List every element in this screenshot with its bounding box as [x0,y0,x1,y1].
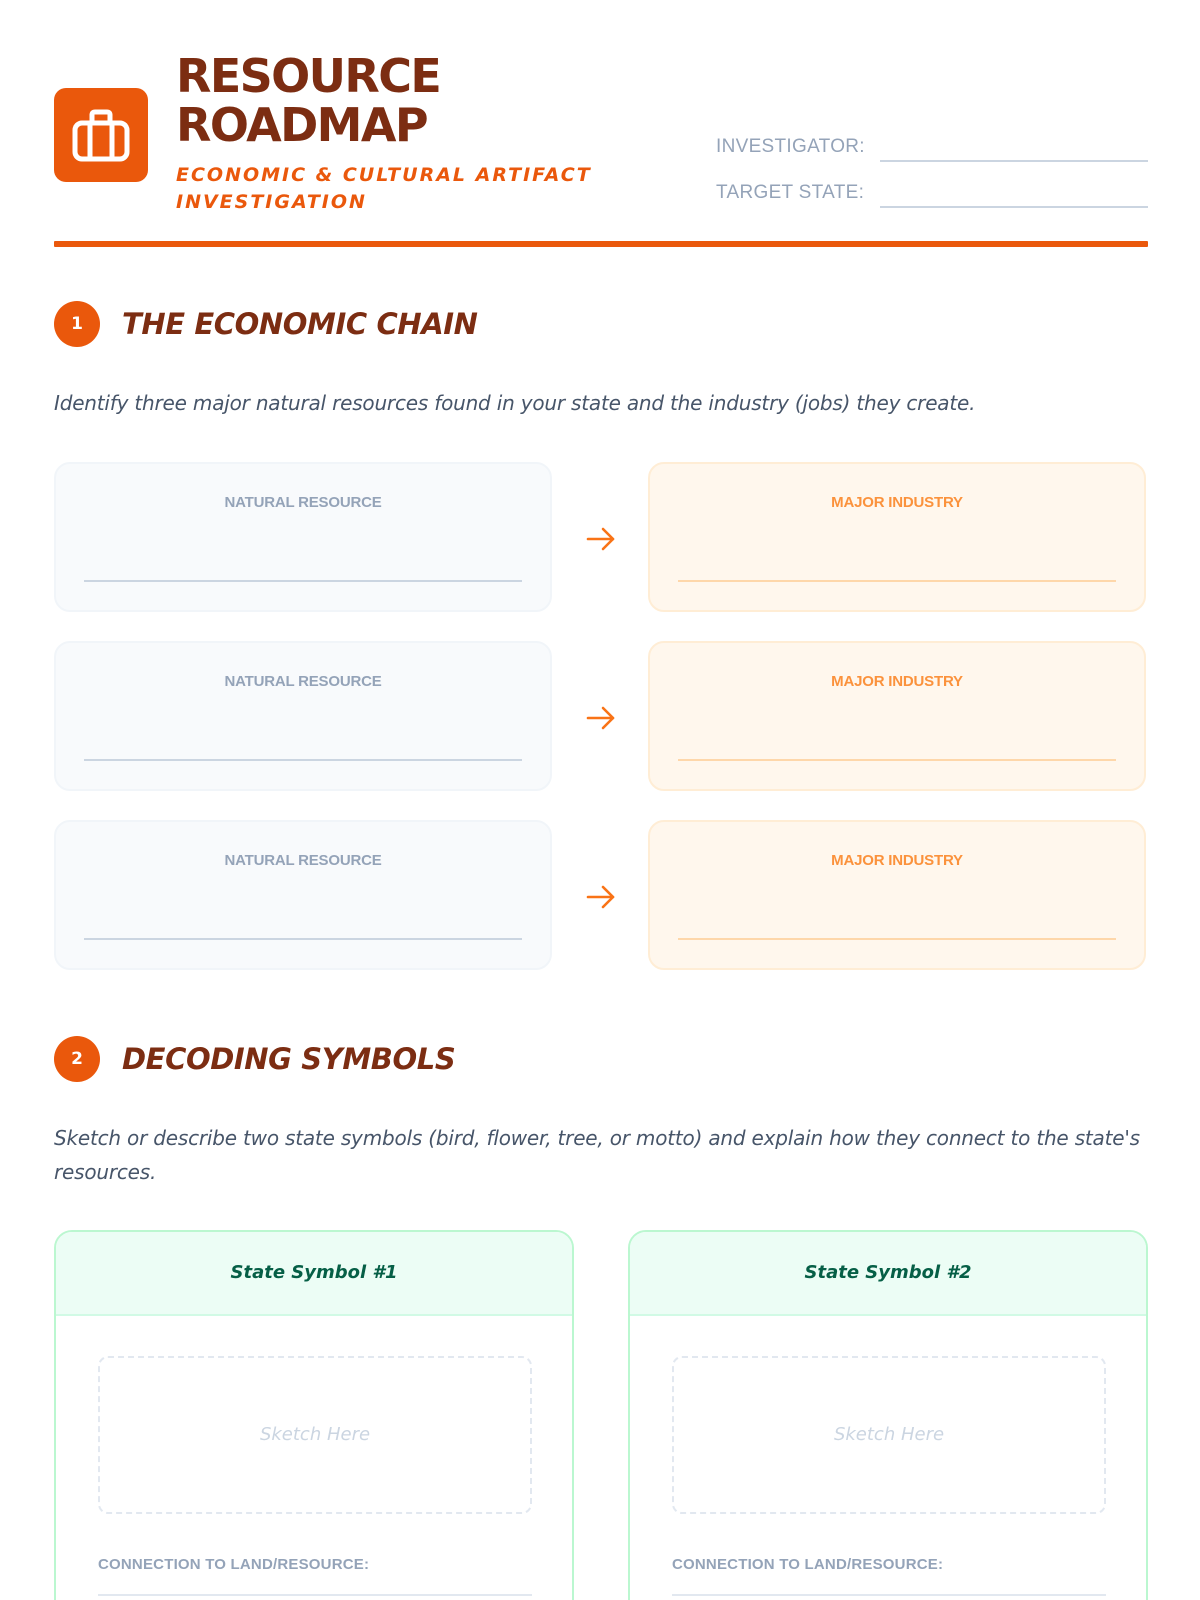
header-divider [54,241,1148,247]
major-industry-input-line[interactable] [678,580,1116,582]
target-state-label: TARGET STATE: [716,182,865,203]
major-industry-input-line[interactable] [678,938,1116,940]
major-industry-label: MAJOR INDUSTRY [831,852,963,869]
logo-badge [54,88,148,182]
natural-resource-label: NATURAL RESOURCE [224,852,382,869]
chain-row-2 [54,641,1148,791]
major-industry-card[interactable] [648,820,1146,970]
natural-resource-card[interactable] [54,820,552,970]
natural-resource-label: NATURAL RESOURCE [224,494,382,511]
major-industry-input-line[interactable] [678,759,1116,761]
arrow-right-icon [584,701,618,735]
connection-input-line[interactable] [98,1594,532,1596]
target-state-input-line[interactable] [880,206,1148,208]
state-symbol-card-1 [54,1230,574,1600]
investigator-field[interactable] [716,128,1148,162]
section-1-title: THE ECONOMIC CHAIN [122,307,478,341]
chain-row-3 [54,820,1148,970]
natural-resource-label: NATURAL RESOURCE [224,673,382,690]
major-industry-label: MAJOR INDUSTRY [831,673,963,690]
section-1-badge: 1 [54,301,100,347]
major-industry-card[interactable] [648,462,1146,612]
major-industry-label: MAJOR INDUSTRY [831,494,963,511]
investigator-input-line[interactable] [880,160,1148,162]
arrow-right-icon [584,880,618,914]
connection-label: CONNECTION TO LAND/RESOURCE: [672,1556,944,1573]
target-state-field[interactable] [716,174,1148,208]
chain-row-1 [54,462,1148,612]
investigator-label: INVESTIGATOR: [716,136,865,157]
worksheet-header [54,49,1148,248]
page-subtitle: ECONOMIC & CULTURAL ARTIFACT INVESTIGATION [176,164,592,213]
connection-input-line[interactable] [672,1594,1106,1596]
page-title [176,49,441,152]
section-2-badge: 2 [54,1036,100,1082]
sketch-area[interactable]: Sketch Here [98,1356,532,1514]
section-2-title: DECODING SYMBOLS [122,1042,456,1076]
section-1-description: Identify three major natural resources found in your state and the industry (jobs) they create. [54,391,976,415]
section-2-description: Sketch or describe two state symbols (bird, flower, tree, or motto) and explain how they connect to the state's resources. [54,1126,1140,1184]
natural-resource-card[interactable] [54,462,552,612]
title-line-2: ROADMAP [176,98,427,152]
major-industry-card[interactable] [648,641,1146,791]
natural-resource-input-line[interactable] [84,938,522,940]
briefcase-icon [69,103,133,167]
sketch-area[interactable]: Sketch Here [672,1356,1106,1514]
natural-resource-card[interactable] [54,641,552,791]
state-symbol-title: State Symbol #1 [56,1232,572,1316]
state-symbol-title: State Symbol #2 [630,1232,1146,1316]
state-symbol-card-2 [628,1230,1148,1600]
arrow-right-icon [584,522,618,556]
connection-label: CONNECTION TO LAND/RESOURCE: [98,1556,370,1573]
natural-resource-input-line[interactable] [84,580,522,582]
natural-resource-input-line[interactable] [84,759,522,761]
title-line-1: RESOURCE [176,49,441,103]
